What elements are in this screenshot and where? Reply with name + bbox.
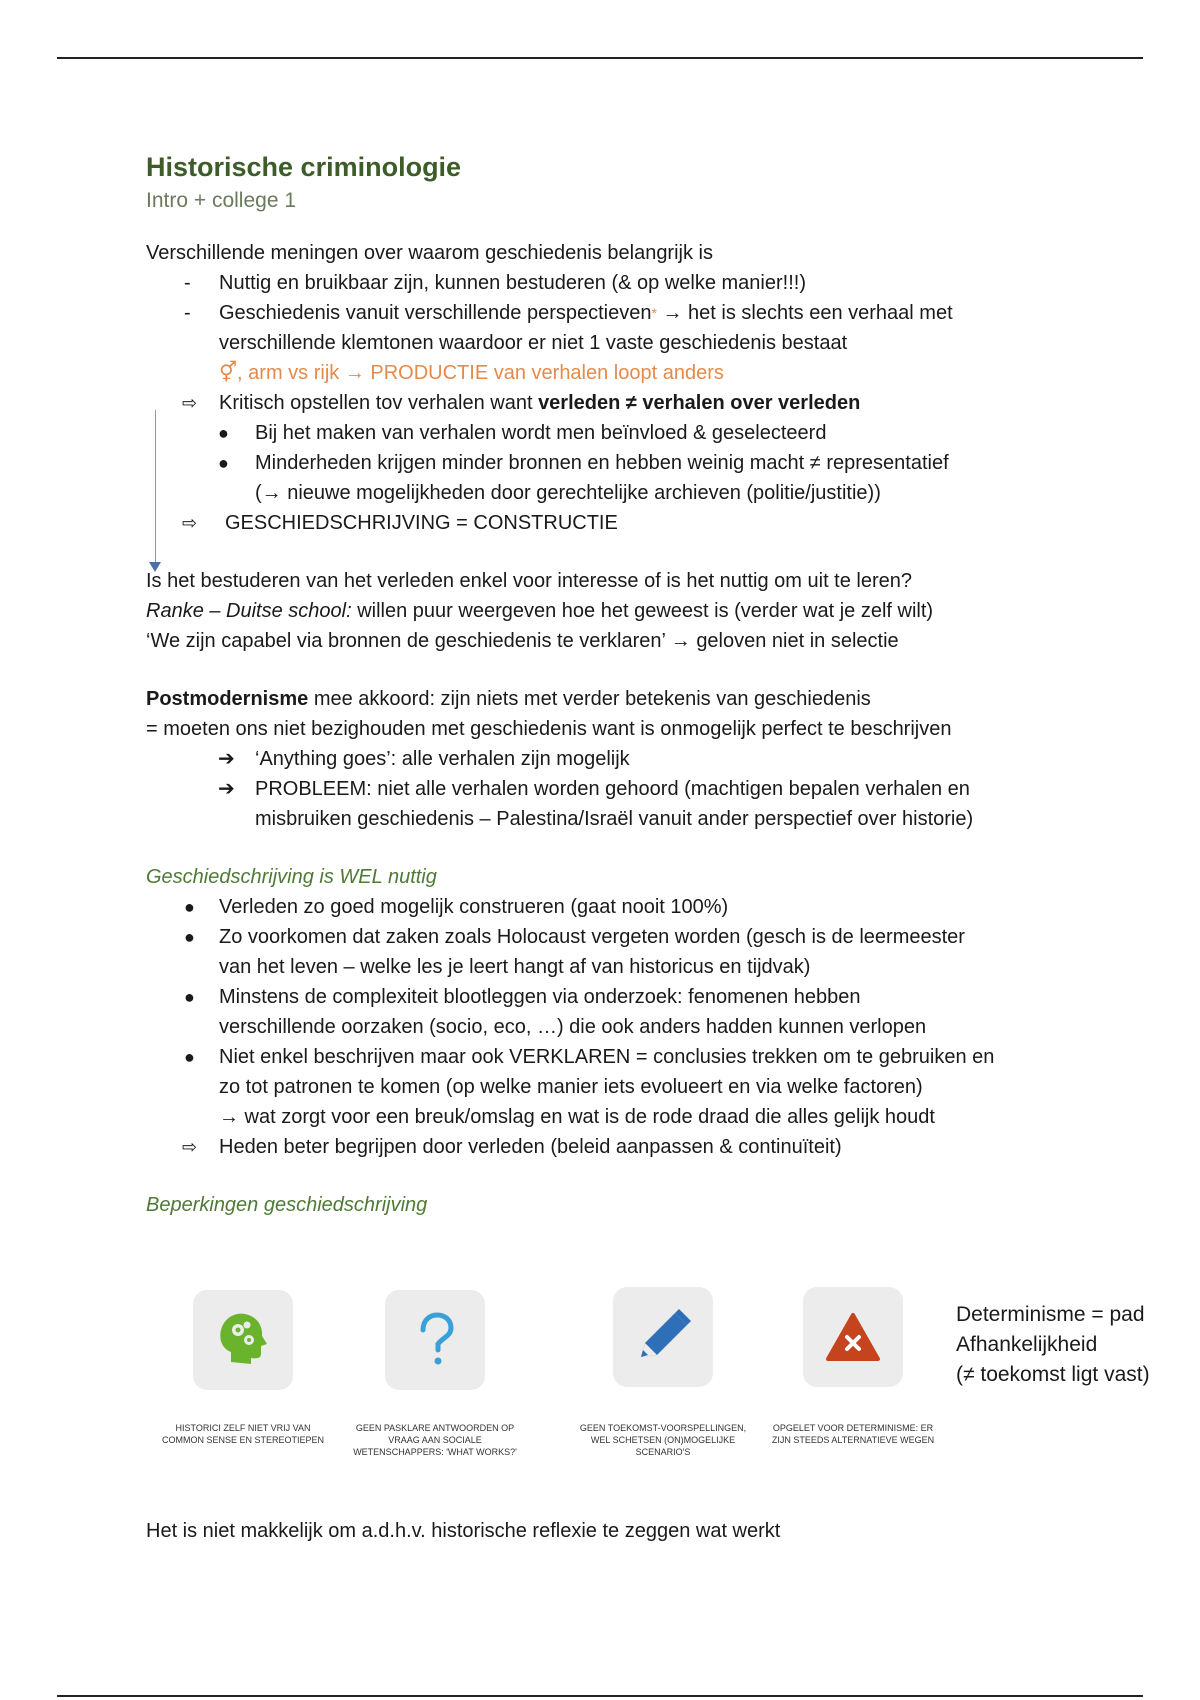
section5-heading: Beperkingen geschiedschrijving — [146, 1194, 428, 1216]
page-title: Historische criminologie — [146, 152, 462, 182]
bullet-icon: ● — [184, 1047, 195, 1067]
document-body — [146, 150, 1146, 1220]
pencil-icon — [613, 1287, 713, 1387]
hollow-arrow-icon: ⇨ — [182, 513, 198, 533]
list-item: ● Verleden zo goed mogelijk construeren (gaat nooit 100%) — [146, 892, 1146, 922]
list-item: ➔ PROBLEEM: niet alle verhalen worden gehoord (machtigen bepalen verhalen en misbruiken geschiedenis – Palestina/Israël vanuit ander perspectief over historie) — [146, 774, 1146, 834]
list-item: ⇨ Kritisch opstellen tov verhalen want verleden ≠ verhalen over verleden — [146, 388, 1146, 418]
arrow-right-icon: ➔ — [218, 778, 235, 800]
head-gears-icon — [193, 1290, 293, 1390]
section4-heading: Geschiedschrijving is WEL nuttig — [146, 866, 437, 888]
list-item: ● Zo voorkomen dat zaken zoals Holocaust vergeten worden (gesch is de leermeester van het leven – welke les je leert hangt af van historicus en tijdvak) — [146, 922, 1146, 982]
dash-marker: - — [184, 302, 191, 324]
question-icon — [385, 1290, 485, 1390]
list-item: ➔ ‘Anything goes’: alle verhalen zijn mogelijk — [146, 744, 1146, 774]
card-caption: GEEN TOEKOMST-VOORSPELLINGEN, WEL SCHETSEN (ON)MOGELIJKE SCENARIO'S — [579, 1423, 747, 1457]
determinisme-note: Determinisme = pad Afhankelijkheid (≠ toekomst ligt vast) — [956, 1303, 1150, 1386]
section1-intro: Verschillende meningen over waarom geschiedenis belangrijk is — [146, 242, 713, 264]
bullet-icon: ● — [184, 897, 195, 917]
orange-note: ⚥, arm vs rijk → PRODUCTIE van verhalen loopt anders — [219, 362, 724, 384]
list-item: ● Minderheden krijgen minder bronnen en hebben weinig macht ≠ representatief (→ nieuwe mogelijkheden door gerechtelijke archieven (politie/justitie)) — [146, 448, 1146, 508]
bullet-icon: ● — [184, 927, 195, 947]
hollow-arrow-icon: ⇨ — [182, 393, 198, 413]
warning-icon — [803, 1287, 903, 1387]
card-question — [385, 1290, 485, 1390]
list-item: ● Niet enkel beschrijven maar ook VERKLAREN = conclusies trekken om te gebruiken en zo tot patronen te komen (op welke manier iets evolueert en via welke factoren) → wat zorgt voor een breuk/omslag en wat is de rode draad die alles gelijk houdt — [146, 1042, 1146, 1132]
list-item: ● Minstens de complexiteit blootleggen via onderzoek: fenomenen hebben verschillende oorzaken (socio, eco, …) die ook anders hadden kunnen verlopen — [146, 982, 1146, 1042]
bullet-icon: ● — [218, 423, 229, 443]
final-sentence: Het is niet makkelijk om a.d.h.v. historische reflexie te zeggen wat werkt — [146, 1520, 781, 1542]
card-caption: HISTORICI ZELF NIET VRIJ VAN COMMON SENSE EN STEREOTIEPEN — [161, 1423, 325, 1445]
section3-postmodernisme: Postmodernisme mee akkoord: zijn niets met verder betekenis van geschiedenis — [146, 688, 871, 710]
bullet-icon: ● — [218, 453, 229, 473]
arrow-right-icon: ➔ — [218, 748, 235, 770]
limitations-graphic — [160, 1290, 950, 1490]
list-item: ⇨ GESCHIEDSCHRIJVING = CONSTRUCTIE — [146, 508, 1146, 538]
list-item: - Nuttig en bruikbaar zijn, kunnen bestuderen (& op welke manier!!!) — [146, 268, 1146, 298]
card-warning — [803, 1287, 903, 1387]
list-item: - Geschiedenis vanuit verschillende perspectieven* → het is slechts een verhaal met verschillende klemtonen waardoor er niet 1 vaste geschiedenis bestaat — [146, 298, 1146, 358]
dash-marker: - — [184, 272, 191, 294]
list-item: ● Bij het maken van verhalen wordt men beïnvloed & geselecteerd — [146, 418, 1146, 448]
top-rule — [57, 57, 1143, 59]
hollow-arrow-icon: ⇨ — [182, 1137, 198, 1157]
card-head — [193, 1290, 293, 1390]
section2-question: Is het bestuderen van het verleden enkel voor interesse of is het nuttig om uit te leren? — [146, 570, 913, 592]
card-caption: OPGELET VOOR DETERMINISME: ER ZIJN STEEDS ALTERNATIEVE WEGEN — [771, 1423, 935, 1445]
bullet-icon: ● — [184, 987, 195, 1007]
card-pencil — [613, 1287, 713, 1387]
list-item: ⇨ Heden beter begrijpen door verleden (beleid aanpassen & continuïteit) — [146, 1132, 1146, 1162]
page-subtitle: Intro + college 1 — [146, 189, 297, 212]
bottom-rule — [57, 1695, 1143, 1697]
section2-quote: ‘We zijn capabel via bronnen de geschiedenis te verklaren’ → geloven niet in selectie — [146, 630, 899, 652]
section2-ranke: Ranke – Duitse school: willen puur weergeven hoe het geweest is (verder wat je zelf wilt) — [146, 600, 934, 622]
card-caption: GEEN PASKLARE ANTWOORDEN OP VRAAG AAN SOCIALE WETENSCHAPPERS: 'WHAT WORKS?' — [353, 1423, 517, 1457]
section3-line2: = moeten ons niet bezighouden met geschiedenis want is onmogelijk perfect te beschrijven — [146, 718, 952, 740]
